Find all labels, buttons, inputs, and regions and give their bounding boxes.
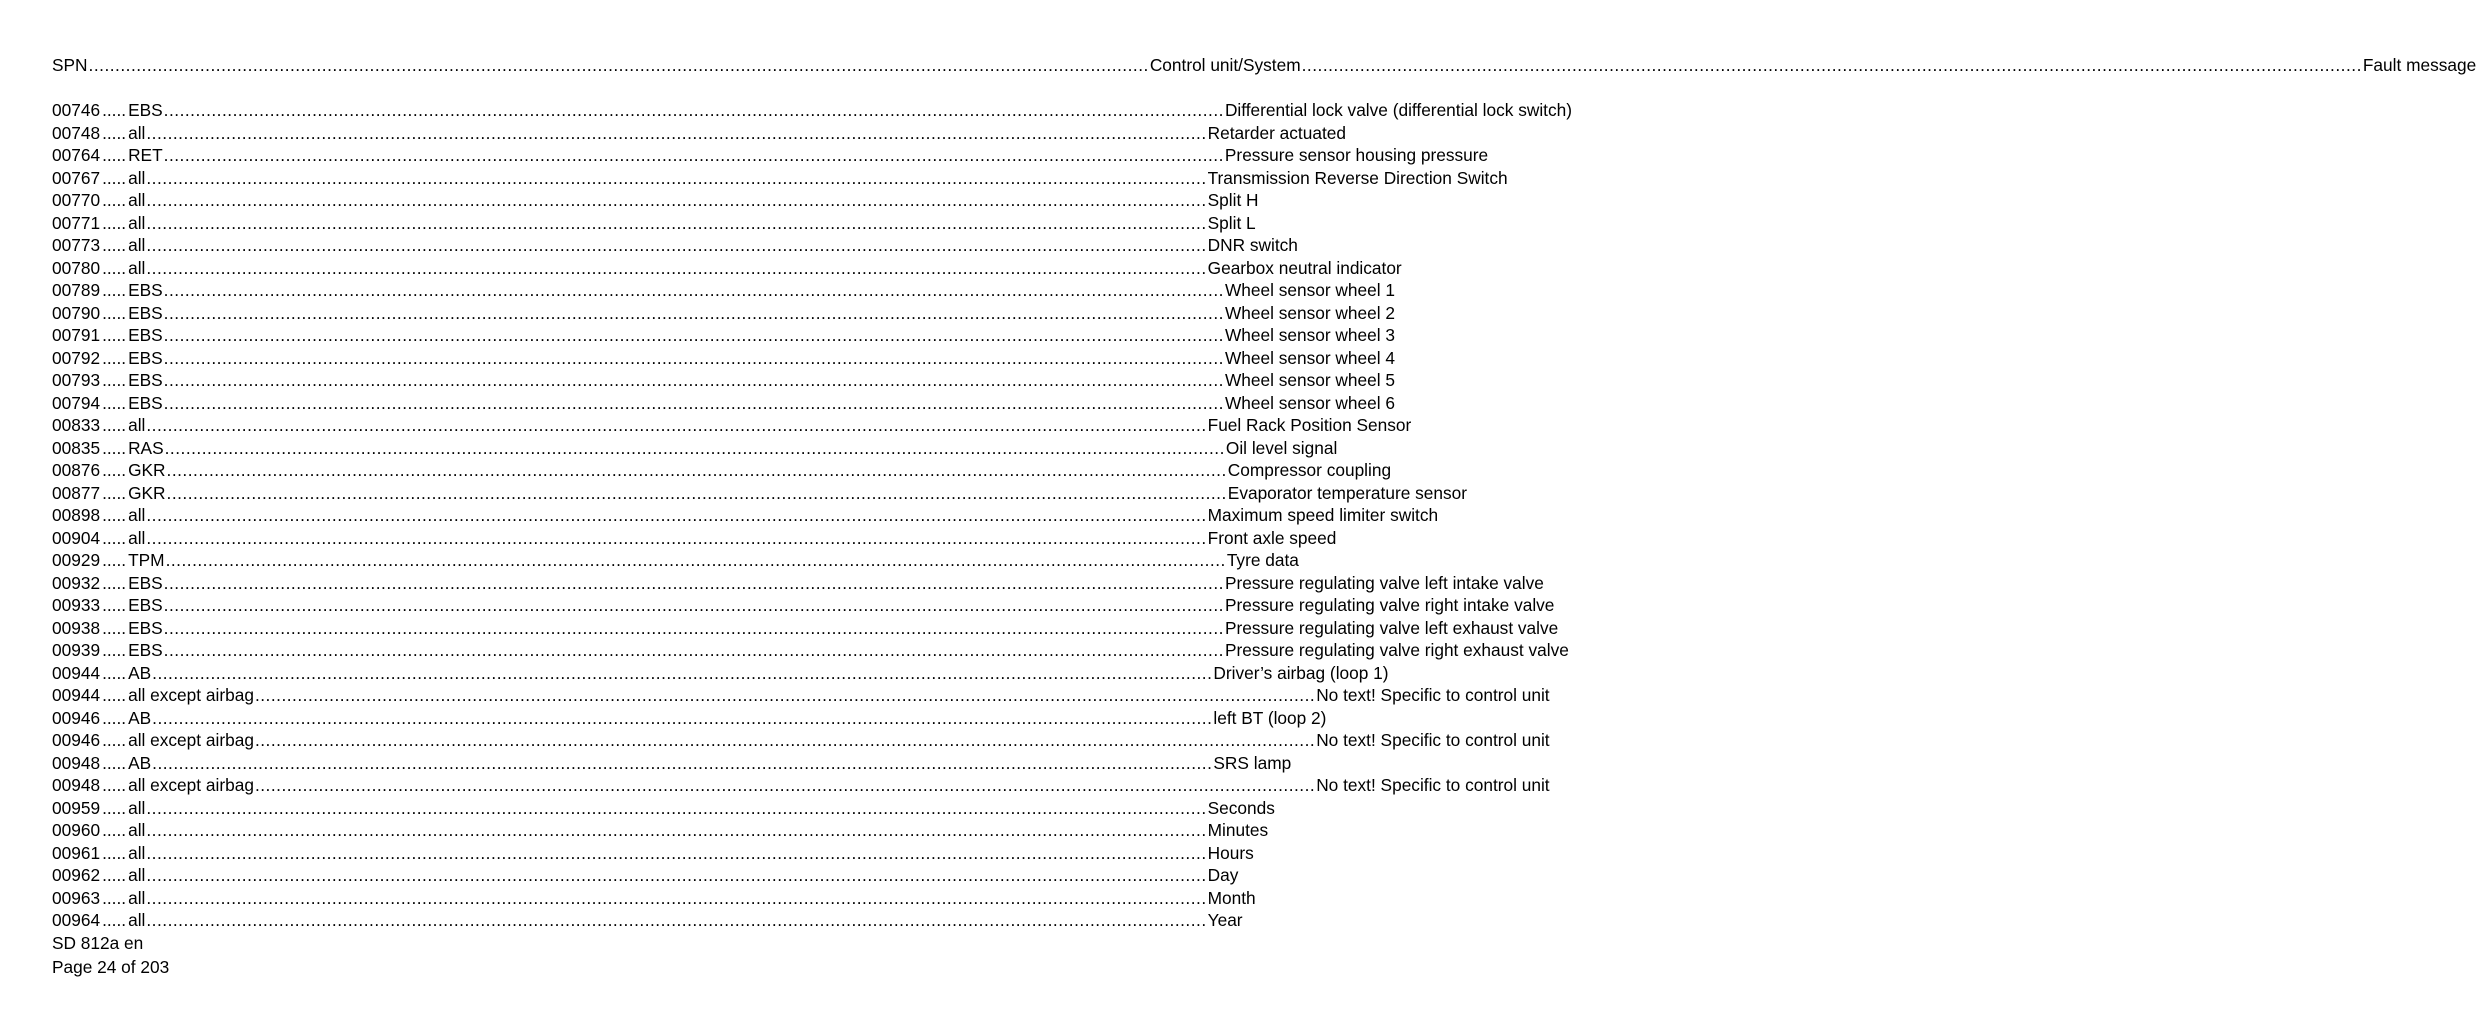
fault-message: Seconds (1207, 797, 1275, 818)
dot-leader: ..... (102, 370, 127, 390)
control-unit: all (128, 415, 146, 435)
fault-message: Tyre data (1226, 550, 1299, 570)
dot-leader: ..... (102, 235, 127, 255)
spn-code: 00767 (52, 167, 101, 188)
spn-code: 00748 (52, 122, 101, 143)
dot-leader: ........................................................................................................................................................................................................ (146, 842, 1207, 863)
dot-leader: ........................................................................................................................................................................................................ (88, 55, 1149, 75)
spn-code: 00773 (52, 235, 101, 255)
dot-leader: ........................................................................................................................................................................................................ (146, 122, 1207, 143)
dot-leader: ........................................................................................................................................................................................................ (152, 752, 1213, 773)
fault-message: Evaporator temperature sensor (1227, 482, 1467, 503)
table-row (52, 751, 1292, 773)
control-unit: all (128, 527, 146, 548)
spn-code: 00794 (52, 392, 101, 413)
control-unit: AB (128, 707, 152, 728)
table-row (52, 323, 1395, 345)
spn-code: 00770 (52, 190, 101, 210)
dot-leader: ........................................................................................................................................................................................................ (146, 887, 1207, 908)
dot-leader: ..... (102, 190, 127, 210)
table-row (52, 278, 1395, 300)
table-row (52, 301, 1395, 323)
control-unit: all (128, 865, 146, 885)
dot-leader: ........................................................................................................................................................................................................ (146, 167, 1207, 188)
dot-leader: ........................................................................................................................................................................................................ (163, 280, 1224, 300)
fault-message: Driver’s airbag (loop 1) (1213, 662, 1389, 683)
fault-message: Year (1207, 910, 1243, 930)
dot-leader: ........................................................................................................................................................................................................ (166, 460, 1227, 480)
table-row (52, 188, 1259, 210)
dot-leader: ..... (102, 415, 127, 435)
fault-message: Hours (1207, 842, 1254, 863)
control-unit: all (128, 167, 146, 188)
dot-leader: ..... (102, 797, 127, 818)
dot-leader: ..... (102, 100, 127, 120)
spn-code: 00833 (52, 415, 101, 435)
spn-code: 00764 (52, 145, 101, 165)
spn-code: 00876 (52, 460, 101, 480)
spn-code: 00944 (52, 662, 101, 683)
dot-leader: ..... (102, 820, 127, 840)
spn-code: 00793 (52, 370, 101, 390)
control-unit: all (128, 212, 146, 233)
dot-leader: ........................................................................................................................................................................................................ (146, 235, 1207, 255)
fault-message: left BT (loop 2) (1213, 707, 1327, 728)
dot-leader: ........................................................................................................................................................................................................ (146, 415, 1207, 435)
table-row (52, 391, 1395, 413)
dot-leader: ..... (102, 752, 127, 773)
dot-leader: ........................................................................................................................................................................................................ (163, 145, 1224, 165)
table-row (52, 638, 1569, 660)
table-row (52, 503, 1439, 525)
dot-leader: ........................................................................................................................................................................................................ (166, 482, 1227, 503)
spn-code: 00962 (52, 865, 101, 885)
spn-code: 00964 (52, 910, 101, 930)
header-spn: SPN (52, 55, 88, 75)
fault-message: Retarder actuated (1207, 122, 1346, 143)
spn-code: 00929 (52, 550, 101, 570)
table-row (52, 773, 1550, 795)
dot-leader: ........................................................................................................................................................................................................ (1301, 55, 2362, 75)
table-row (52, 886, 1256, 908)
table-row (52, 593, 1555, 615)
table-row (52, 98, 1572, 120)
table-row (52, 526, 1337, 548)
fault-message: Gearbox neutral indicator (1207, 257, 1402, 278)
control-unit: TPM (128, 550, 165, 570)
dot-leader: ........................................................................................................................................................................................................ (146, 212, 1207, 233)
dot-leader: ........................................................................................................................................................................................................ (146, 910, 1207, 930)
dot-leader: ..... (102, 640, 127, 660)
dot-leader: ........................................................................................................................................................................................................ (152, 662, 1213, 683)
fault-message: Differential lock valve (differential lock switch) (1224, 100, 1572, 120)
spn-code: 00904 (52, 527, 101, 548)
dot-leader: ..... (102, 325, 127, 345)
dot-leader: ..... (102, 707, 127, 728)
dot-leader: ..... (102, 595, 127, 615)
control-unit: AB (128, 662, 152, 683)
control-unit: all (128, 820, 146, 840)
dot-leader: ........................................................................................................................................................................................................ (163, 392, 1224, 413)
control-unit: EBS (128, 572, 163, 593)
fault-message: Split L (1207, 212, 1256, 233)
control-unit: GKR (128, 482, 166, 503)
control-unit: EBS (128, 392, 163, 413)
dot-leader: ........................................................................................................................................................................................................ (146, 505, 1207, 525)
dot-leader: ........................................................................................................................................................................................................ (165, 550, 1226, 570)
fault-message: No text! Specific to control unit (1316, 685, 1550, 705)
spn-code: 00771 (52, 212, 101, 233)
fault-message: DNR switch (1207, 235, 1298, 255)
control-unit: AB (128, 752, 152, 773)
fault-message: Minutes (1207, 820, 1269, 840)
dot-leader: ........................................................................................................................................................................................................ (146, 190, 1207, 210)
fault-message: Pressure sensor housing pressure (1224, 145, 1489, 165)
control-unit: all (128, 910, 146, 930)
fault-message: Compressor coupling (1227, 460, 1392, 480)
fault-message: Wheel sensor wheel 4 (1224, 347, 1395, 368)
dot-leader: ..... (102, 662, 127, 683)
control-unit: all (128, 887, 146, 908)
table-row (52, 728, 1550, 750)
control-unit: EBS (128, 347, 163, 368)
fault-message: Front axle speed (1207, 527, 1337, 548)
dot-leader: ..... (102, 460, 127, 480)
dot-leader: ........................................................................................................................................................................................................ (163, 302, 1224, 323)
table-row (52, 143, 1489, 165)
dot-leader: ..... (102, 437, 127, 458)
fault-message: Day (1207, 865, 1239, 885)
spn-code: 00933 (52, 595, 101, 615)
dot-leader: ........................................................................................................................................................................................................ (152, 707, 1213, 728)
spn-code: 00877 (52, 482, 101, 503)
header-system: Control unit/System (1149, 55, 1301, 75)
table-row (52, 841, 1254, 863)
dot-leader: ..... (102, 910, 127, 930)
dot-leader: ..... (102, 550, 127, 570)
fault-message: SRS lamp (1213, 752, 1292, 773)
spn-code: 00959 (52, 797, 101, 818)
dot-leader: ..... (102, 865, 127, 885)
table-row (52, 661, 1389, 683)
table-row (52, 706, 1327, 728)
table-row (52, 256, 1402, 278)
spn-code: 00961 (52, 842, 101, 863)
spn-code: 00791 (52, 325, 101, 345)
fault-message: Split H (1207, 190, 1259, 210)
dot-leader: ........................................................................................................................................................................................................ (146, 257, 1207, 278)
fault-message: Wheel sensor wheel 1 (1224, 280, 1395, 300)
spn-code: 00946 (52, 730, 101, 750)
dot-leader: ..... (102, 887, 127, 908)
spn-code: 00746 (52, 100, 101, 120)
spn-code: 00944 (52, 685, 101, 705)
dot-leader: ........................................................................................................................................................................................................ (146, 865, 1207, 885)
spn-code: 00939 (52, 640, 101, 660)
dot-leader: ..... (102, 775, 127, 795)
dot-leader: ..... (102, 617, 127, 638)
control-unit: all (128, 235, 146, 255)
dot-leader: ..... (102, 685, 127, 705)
doc-id: SD 812a en (52, 933, 144, 953)
dot-leader: ..... (102, 347, 127, 368)
control-unit: EBS (128, 370, 163, 390)
table-row (52, 818, 1269, 840)
spn-code: 00946 (52, 707, 101, 728)
fault-message: Pressure regulating valve left exhaust valve (1224, 617, 1559, 638)
fault-message: No text! Specific to control unit (1316, 730, 1550, 750)
table-row (52, 436, 1338, 458)
fault-message: Wheel sensor wheel 2 (1224, 302, 1395, 323)
dot-leader: ..... (102, 505, 127, 525)
table-row (52, 571, 1544, 593)
dot-leader: ........................................................................................................................................................................................................ (254, 775, 1316, 795)
fault-message: Wheel sensor wheel 3 (1224, 325, 1395, 345)
control-unit: RAS (128, 437, 164, 458)
control-unit: EBS (128, 595, 163, 615)
table-row (52, 616, 1559, 638)
control-unit: all (128, 842, 146, 863)
fault-message: Maximum speed limiter switch (1207, 505, 1439, 525)
fault-message: Pressure regulating valve right intake valve (1224, 595, 1555, 615)
fault-message: Pressure regulating valve right exhaust valve (1224, 640, 1569, 660)
control-unit: EBS (128, 617, 163, 638)
spn-code: 00792 (52, 347, 101, 368)
control-unit: all (128, 257, 146, 278)
fault-message: No text! Specific to control unit (1316, 775, 1550, 795)
dot-leader: ........................................................................................................................................................................................................ (254, 730, 1316, 750)
header-message: Fault message (2362, 55, 2476, 75)
fault-message: Month (1207, 887, 1256, 908)
dot-leader: ..... (102, 842, 127, 863)
table-row (52, 233, 1298, 255)
dot-leader: ........................................................................................................................................................................................................ (163, 640, 1224, 660)
dot-leader: ..... (102, 392, 127, 413)
spn-code: 00790 (52, 302, 101, 323)
table-row (52, 908, 1243, 930)
table-row (52, 121, 1346, 143)
control-unit: GKR (128, 460, 166, 480)
fault-message: Pressure regulating valve left intake valve (1224, 572, 1544, 593)
control-unit: EBS (128, 640, 163, 660)
table-row (52, 166, 1508, 188)
fault-message: Wheel sensor wheel 6 (1224, 392, 1395, 413)
fault-message: Wheel sensor wheel 5 (1224, 370, 1395, 390)
dot-leader: ..... (102, 572, 127, 593)
dot-leader: ........................................................................................................................................................................................................ (254, 685, 1316, 705)
table-row (52, 211, 1256, 233)
spn-code: 00938 (52, 617, 101, 638)
fault-message: Transmission Reverse Direction Switch (1207, 167, 1508, 188)
dot-leader: ........................................................................................................................................................................................................ (163, 617, 1224, 638)
control-unit: EBS (128, 325, 163, 345)
spn-code: 00932 (52, 572, 101, 593)
table-row (52, 413, 1412, 435)
dot-leader: ..... (102, 527, 127, 548)
dot-leader: ........................................................................................................................................................................................................ (163, 325, 1224, 345)
dot-leader: ........................................................................................................................................................................................................ (146, 797, 1207, 818)
spn-code: 00948 (52, 752, 101, 773)
spn-code: 00960 (52, 820, 101, 840)
table-row (52, 481, 1467, 503)
control-unit: EBS (128, 302, 163, 323)
control-unit: all except airbag (128, 730, 254, 750)
control-unit: all except airbag (128, 775, 254, 795)
fault-message: Oil level signal (1225, 437, 1338, 458)
page-number: Page 24 of 203 (52, 957, 170, 977)
spn-code: 00789 (52, 280, 101, 300)
header-row (52, 53, 2476, 75)
dot-leader: ........................................................................................................................................................................................................ (164, 437, 1225, 458)
spn-code: 00835 (52, 437, 101, 458)
dot-leader: ..... (102, 482, 127, 503)
table-row (52, 683, 1550, 705)
dot-leader: ..... (102, 280, 127, 300)
control-unit: EBS (128, 280, 163, 300)
control-unit: EBS (128, 100, 163, 120)
spn-code: 00948 (52, 775, 101, 795)
control-unit: all except airbag (128, 685, 254, 705)
control-unit: RET (128, 145, 163, 165)
dot-leader: ........................................................................................................................................................................................................ (163, 572, 1224, 593)
dot-leader: ........................................................................................................................................................................................................ (146, 820, 1207, 840)
table-row (52, 548, 1299, 570)
table-row (52, 368, 1395, 390)
control-unit: all (128, 797, 146, 818)
dot-leader: ..... (102, 145, 127, 165)
dot-leader: ..... (102, 730, 127, 750)
table-row (52, 346, 1395, 368)
dot-leader: ........................................................................................................................................................................................................ (146, 527, 1207, 548)
table-row (52, 458, 1392, 480)
dot-leader: ..... (102, 302, 127, 323)
table-row (52, 796, 1275, 818)
dot-leader: ........................................................................................................................................................................................................ (163, 347, 1224, 368)
dot-leader: ........................................................................................................................................................................................................ (163, 595, 1224, 615)
dot-leader: ..... (102, 122, 127, 143)
dot-leader: ..... (102, 212, 127, 233)
table-row (52, 863, 1239, 885)
control-unit: all (128, 122, 146, 143)
dot-leader: ..... (102, 257, 127, 278)
dot-leader: ........................................................................................................................................................................................................ (163, 370, 1224, 390)
fault-message: Fuel Rack Position Sensor (1207, 415, 1412, 435)
spn-code: 00898 (52, 505, 101, 525)
spn-code: 00963 (52, 887, 101, 908)
dot-leader: ........................................................................................................................................................................................................ (163, 100, 1224, 120)
dot-leader: ..... (102, 167, 127, 188)
spn-code: 00780 (52, 257, 101, 278)
control-unit: all (128, 190, 146, 210)
control-unit: all (128, 505, 146, 525)
